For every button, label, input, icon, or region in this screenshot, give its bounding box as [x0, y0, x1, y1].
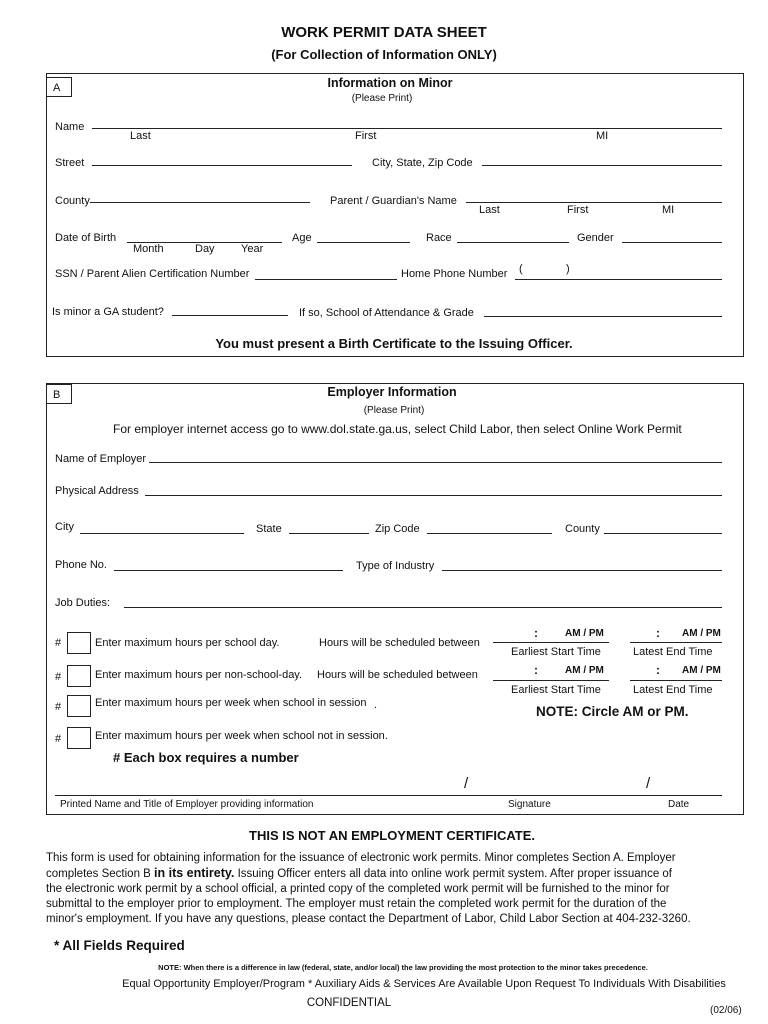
physical-address-label: Physical Address	[55, 485, 139, 497]
info-line-2	[46, 866, 691, 882]
eoe-statement: Equal Opportunity Employer/Program * Auxiliary Aids & Services Are Available Upon Request To Individuals With Disabilities	[122, 978, 726, 990]
race-label: Race	[426, 232, 452, 244]
earliest-start-label-2: Earliest Start Time	[511, 684, 601, 696]
employer-city-label: City	[55, 521, 74, 533]
employer-state-label: State	[256, 523, 282, 535]
end-colon-2: :	[656, 663, 660, 677]
form-title: WORK PERMIT DATA SHEET	[281, 24, 487, 41]
hash-2: #	[55, 671, 62, 683]
physical-address-field[interactable]	[145, 495, 722, 496]
latest-end-field-2[interactable]	[630, 680, 722, 681]
race-field[interactable]	[457, 242, 569, 243]
start-colon-1: :	[534, 626, 538, 640]
hash-4: #	[55, 733, 62, 745]
fields-required: * All Fields Required	[54, 938, 185, 953]
latest-end-label-2: Latest End Time	[633, 684, 713, 696]
end-colon-1: :	[656, 626, 660, 640]
internet-access-note: For employer internet access go to www.dol.state.ga.us, select Child Labor, then select Online Work Permit	[113, 422, 682, 436]
dob-label: Date of Birth	[55, 232, 117, 244]
law-note: NOTE: When there is a difference in law (federal, state, and/or local) the law providing the most protection to the minor takes precedence.	[158, 963, 648, 972]
earliest-start-field-1[interactable]	[493, 642, 609, 643]
employer-phone-label: Phone No.	[55, 559, 107, 571]
school-field[interactable]	[484, 316, 722, 317]
dob-sub-year: Year	[241, 243, 264, 255]
start-ampm-2[interactable]: AM / PM	[565, 665, 604, 676]
home-phone-field[interactable]	[515, 279, 722, 280]
printed-name-label: Printed Name and Title of Employer providing information	[60, 799, 314, 810]
ssn-label: SSN / Parent Alien Certification Number	[55, 268, 250, 280]
confidential-label: CONFIDENTIAL	[306, 997, 392, 1009]
parent-sub-mi: MI	[662, 204, 675, 216]
info-line-2b: Issuing Officer enters all data into online work permit system. After proper issuance of	[234, 868, 673, 880]
start-ampm-1[interactable]: AM / PM	[565, 628, 604, 639]
county-field[interactable]	[90, 202, 310, 203]
info-line-4: submittal to the employer prior to employment. The employer must retain the completed work permit for the duration of the	[46, 898, 667, 910]
hash-3: #	[55, 701, 62, 713]
county-label: County	[55, 195, 90, 207]
info-paragraph	[46, 851, 691, 927]
name-sub-last: Last	[130, 130, 151, 142]
hours-week-school-period: .	[374, 699, 378, 711]
end-ampm-2[interactable]: AM / PM	[682, 665, 721, 676]
section-b-title: Employer Information	[327, 385, 457, 399]
age-label: Age	[292, 232, 312, 244]
employer-state-field[interactable]	[289, 533, 369, 534]
circle-ampm-note: NOTE: Circle AM or PM.	[536, 704, 689, 719]
start-colon-2: :	[534, 663, 538, 677]
city-state-zip-field[interactable]	[482, 165, 722, 166]
ga-student-field[interactable]	[172, 315, 288, 316]
name-label: Name	[55, 121, 85, 133]
signature-slash-2: /	[646, 775, 651, 792]
section-a-title: Information on Minor	[327, 76, 453, 90]
section-a-please-print: (Please Print)	[351, 93, 413, 104]
earliest-start-label-1: Earliest Start Time	[511, 646, 601, 658]
industry-label: Type of Industry	[356, 560, 435, 572]
employer-county-label: County	[565, 523, 600, 535]
parent-label: Parent / Guardian's Name	[330, 195, 457, 207]
scheduled-between-label-1: Hours will be scheduled between	[319, 637, 480, 649]
dob-sub-day: Day	[195, 243, 215, 255]
school-label: If so, School of Attendance & Grade	[299, 307, 474, 319]
ga-student-label: Is minor a GA student?	[52, 306, 164, 318]
industry-field[interactable]	[442, 570, 722, 571]
info-line-2-bold: in its entirety.	[154, 866, 235, 880]
section-b-please-print: (Please Print)	[363, 405, 425, 416]
section-a-tag: A	[46, 77, 72, 97]
employer-zip-label: Zip Code	[375, 523, 420, 535]
ssn-field[interactable]	[255, 279, 397, 280]
city-state-zip-label: City, State, Zip Code	[372, 157, 473, 169]
date-label: Date	[668, 799, 690, 810]
birth-certificate-notice: You must present a Birth Certificate to the Issuing Officer.	[215, 336, 573, 351]
end-ampm-1[interactable]: AM / PM	[682, 628, 721, 639]
hours-school-day-box[interactable]	[67, 632, 91, 654]
job-duties-field[interactable]	[124, 607, 722, 608]
hours-non-school-day-box[interactable]	[67, 665, 91, 687]
signature-line[interactable]	[55, 795, 722, 796]
phone-paren-open: (	[519, 263, 523, 275]
form-version: (02/06)	[710, 1005, 742, 1016]
dob-sub-month: Month	[133, 243, 164, 255]
parent-sub-first: First	[567, 204, 589, 216]
employer-city-field[interactable]	[80, 533, 244, 534]
signature-label: Signature	[508, 799, 551, 810]
employer-county-field[interactable]	[604, 533, 722, 534]
employer-phone-field[interactable]	[114, 570, 343, 571]
hours-week-no-school-box[interactable]	[67, 727, 91, 749]
info-line-1: This form is used for obtaining information for the issuance of electronic work permits. Minor completes Section A. Employer	[46, 852, 676, 864]
age-field[interactable]	[317, 242, 410, 243]
hours-non-school-day-label: Enter maximum hours per non-school-day.	[95, 669, 303, 681]
not-certificate-heading: THIS IS NOT AN EMPLOYMENT CERTIFICATE.	[249, 828, 535, 843]
street-label: Street	[55, 157, 85, 169]
name-sub-mi: MI	[596, 130, 609, 142]
job-duties-label: Job Duties:	[55, 597, 111, 609]
latest-end-label-1: Latest End Time	[633, 646, 713, 658]
phone-paren-close: )	[566, 263, 570, 275]
gender-label: Gender	[577, 232, 614, 244]
info-line-2a: completes Section B	[46, 868, 155, 880]
parent-sub-last: Last	[479, 204, 500, 216]
employer-name-label: Name of Employer	[55, 453, 147, 465]
form-subtitle: (For Collection of Information ONLY)	[271, 47, 497, 62]
hours-week-no-school-label: Enter maximum hours per week when school not in session.	[95, 730, 388, 742]
box-requires-number-note: # Each box requires a number	[113, 750, 299, 765]
hours-week-school-label: Enter maximum hours per week when school in session	[95, 697, 367, 709]
scheduled-between-label-2: Hours will be scheduled between	[317, 669, 478, 681]
hours-week-school-box[interactable]	[67, 695, 91, 717]
hours-school-day-label: Enter maximum hours per school day.	[95, 637, 280, 649]
name-sub-first: First	[355, 130, 377, 142]
info-line-3: the electronic work permit by a school official, a printed copy of the completed work permit will be furnished to the minor for	[46, 883, 670, 895]
parent-field[interactable]	[466, 202, 722, 203]
home-phone-label: Home Phone Number	[401, 268, 508, 280]
employer-name-field[interactable]	[149, 462, 722, 463]
earliest-start-field-2[interactable]	[493, 680, 609, 681]
street-field[interactable]	[92, 165, 352, 166]
info-line-5: minor's employment. If you have any questions, please contact the Department of Labor, Child Labor Section at 404-232-3260.	[46, 913, 691, 925]
employer-zip-field[interactable]	[427, 533, 552, 534]
latest-end-field-1[interactable]	[630, 642, 722, 643]
section-b-tag: B	[46, 384, 72, 404]
hash-1: #	[55, 637, 62, 649]
name-field[interactable]	[92, 128, 722, 129]
gender-field[interactable]	[622, 242, 722, 243]
signature-slash-1: /	[464, 775, 469, 792]
